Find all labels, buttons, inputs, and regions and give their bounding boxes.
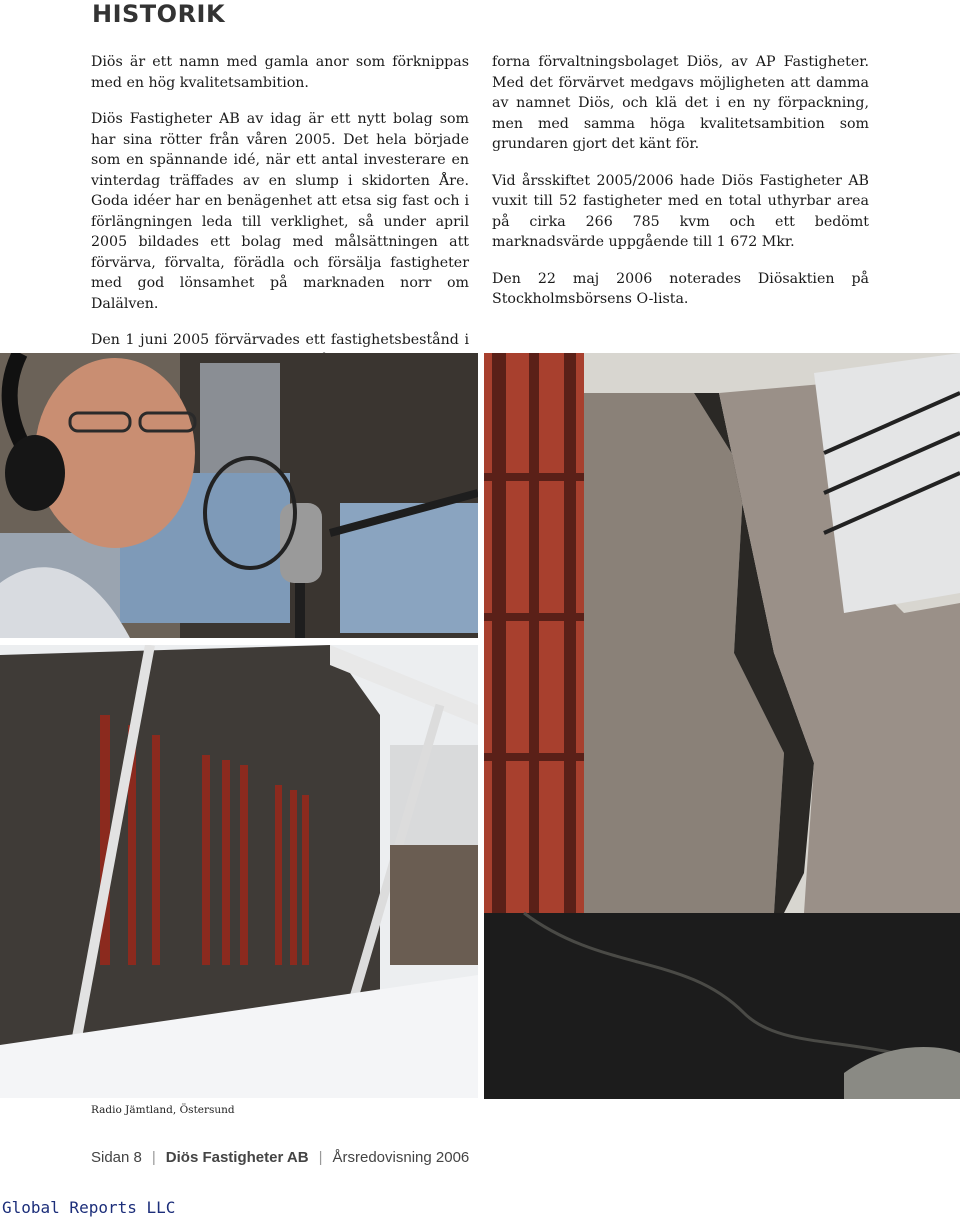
company-name: Diös Fastigheter AB bbox=[165, 1149, 309, 1166]
radio-studio-photo bbox=[0, 353, 478, 638]
paragraph: Den 1 juni 2005 förvärvades ett fastighetsbestånd i bbox=[91, 332, 469, 348]
building-photo bbox=[0, 645, 478, 1098]
paragraph: Diös är ett namn med gamla anor som förknippas med en hög kvalitetsambition. bbox=[91, 54, 469, 91]
paragraph: Vid årsskiftet 2005/2006 hade Diös Fastigheter AB vuxit till 52 fastigheter med en total uthyrbar area på cirka 266 785 kvm och ett bedömt marknadsvärde uppgående till 1 672 Mkr. bbox=[492, 172, 869, 250]
paragraph: Diös Fastigheter AB av idag är ett nytt bolag som har sina rötter från våren 2005. Det hela började som en spännande idé, när ett antal investerare en vinterdag träffades av en slump i skidorten Åre. Goda idéer har en benägenhet att etsa sig fast och i förlängningen leda till verklighet, så under april 2005 bildades ett bolag med målsättningen att förvärva, förvalta, förädla och försälja fastigheter med god lönsamhet på marknaden norr om Dalälven. bbox=[91, 111, 469, 312]
report-title: Årsredovisning 2006 bbox=[332, 1149, 470, 1166]
paragraph: forna förvaltningsbolaget Diös, av AP Fastigheter. Med det förvärvet medgavs möjligheten att damma av namnet Diös, och klä det i en ny förpackning, men med samma höga kvalitetsambition som grundaren gjort det känt för. bbox=[492, 54, 869, 152]
page-footer bbox=[91, 1149, 469, 1166]
page-number: Sidan 8 bbox=[91, 1149, 142, 1166]
section-title: HISTORIK bbox=[92, 0, 226, 28]
separator: | bbox=[318, 1149, 323, 1166]
separator: | bbox=[151, 1149, 156, 1166]
interior-wall-photo bbox=[484, 353, 960, 1099]
photo-caption: Radio Jämtland, Östersund bbox=[91, 1104, 235, 1116]
watermark: Global Reports LLC bbox=[2, 1198, 176, 1217]
right-text-column bbox=[492, 52, 869, 326]
paragraph: Den 22 maj 2006 noterades Diösaktien på Stockholmsbörsens O-lista. bbox=[492, 270, 869, 307]
